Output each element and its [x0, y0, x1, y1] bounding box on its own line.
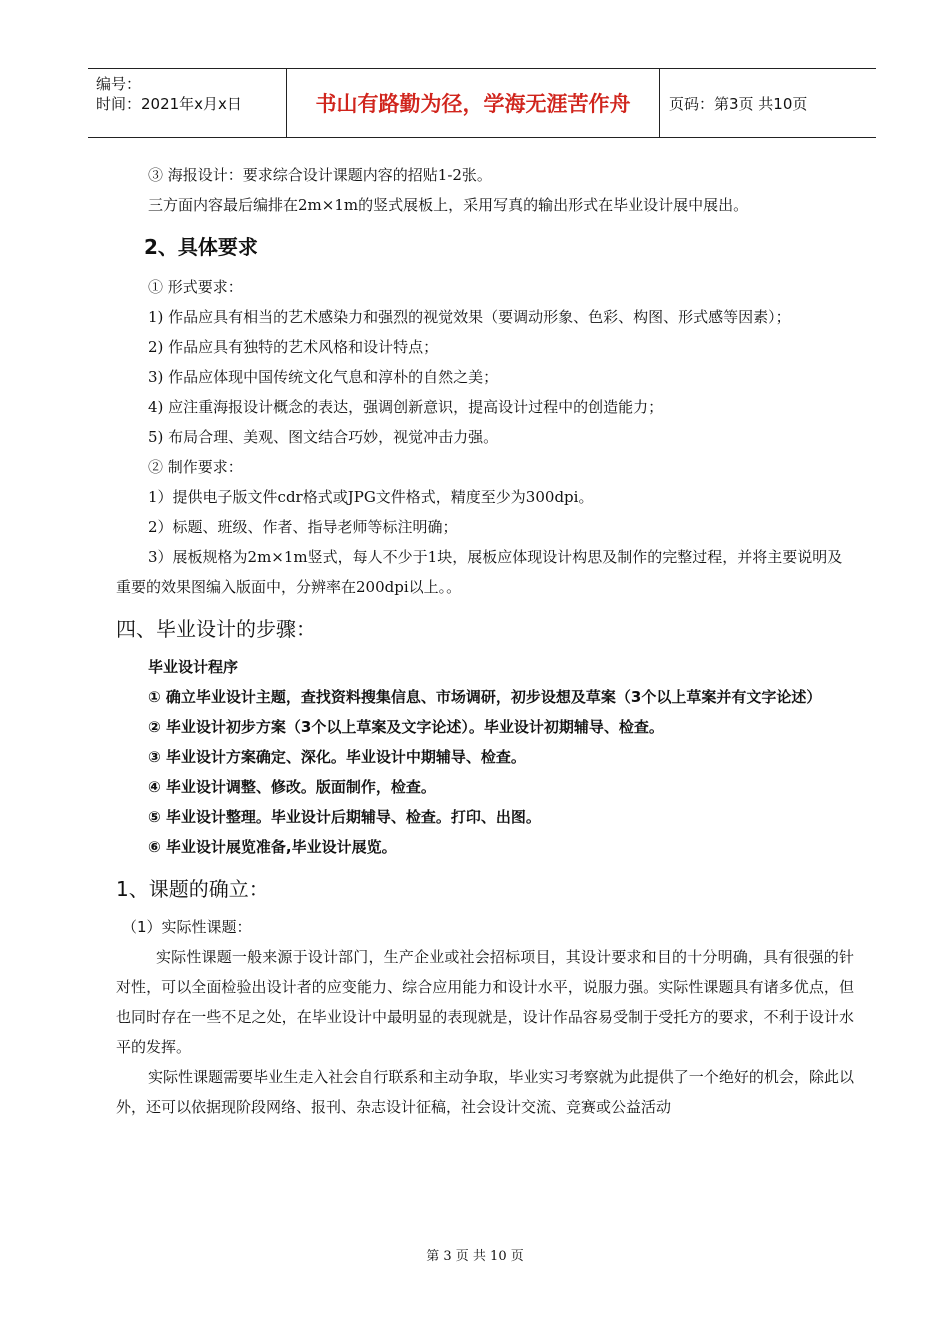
production-requirements-title: ② 制作要求： — [148, 458, 243, 476]
practical-paragraph-2: 实际性课题需要毕业生走入社会自行联系和主动争取，毕业实习考察就为此提供了一个绝好的机会，除此以外，还可以依据现阶段网络、报刊、杂志设计征稿，社会设计交流、竞赛或公益活动 — [116, 1068, 854, 1116]
procedure-item-1: ① 确立毕业设计主题，查找资料搜集信息、市场调研，初步设想及草案（3个以上草案并有文字论述） — [148, 688, 822, 706]
procedure-item-3: ③ 毕业设计方案确定、深化。毕业设计中期辅导、检查。 — [148, 748, 526, 766]
form-item-5: 5) 布局合理、美观、图文结合巧妙，视觉冲击力强。 — [148, 428, 499, 446]
section-2-title: 2、具体要求 — [144, 235, 258, 259]
page-header — [88, 68, 876, 138]
form-requirements-title: ① 形式要求： — [148, 278, 243, 296]
production-item-2: 2）标题、班级、作者、指导老师等标注明确； — [148, 518, 458, 536]
form-item-2: 2) 作品应具有独特的艺术风格和设计特点； — [148, 338, 439, 356]
production-item-1: 1）提供电子版文件cdr格式或JPG文件格式，精度至少为300dpi。 — [148, 488, 594, 506]
layout-line: 三方面内容最后编排在2m×1m的竖式展板上，采用写真的输出形式在毕业设计展中展出。 — [148, 196, 749, 214]
practical-paragraph-1: 实际性课题一般来源于设计部门，生产企业或社会招标项目，其设计要求和目的十分明确，具有很强的针对性，可以全面检验出设计者的应变能力、综合应用能力和设计水平，说服力强。实际性课题具有诸多优点，但也同时存在一些不足之处，在毕业设计中最明显的表现就是，设计作品容易受制于受托方的要求，不利于设计水平的发挥。 — [116, 948, 854, 1056]
form-item-4: 4) 应注重海报设计概念的表达，强调创新意识，提高设计过程中的创造能力； — [148, 398, 664, 416]
procedure-title: 毕业设计程序 — [148, 658, 239, 676]
header-motto: 书山有路勤为径，学海无涯苦作舟 — [286, 69, 660, 137]
practical-topic-title: （1）实际性课题： — [122, 918, 252, 936]
topic-title: 1、课题的确立： — [116, 877, 269, 901]
header-date: 时间：2021年x月x日 — [96, 95, 242, 113]
header-number: 编号： — [96, 75, 142, 93]
header-meta — [88, 69, 286, 137]
procedure-item-6: ⑥ 毕业设计展览准备,毕业设计展览。 — [148, 838, 397, 856]
page-footer: 第 3 页 共 10 页 — [426, 1249, 524, 1264]
form-item-1: 1) 作品应具有相当的艺术感染力和强烈的视觉效果（要调动形象、色彩、构图、形式感等因素）； — [148, 308, 791, 326]
header-page-info: 页码：第3页 共10页 — [669, 94, 808, 113]
poster-line: ③ 海报设计：要求综合设计课题内容的招贴1-2张。 — [148, 166, 492, 184]
procedure-item-4: ④ 毕业设计调整、修改。版面制作，检查。 — [148, 778, 436, 796]
production-item-3: 3）展板规格为2m×1m竖式，每人不少于1块，展板应体现设计构思及制作的完整过程，并将主要说明及重要的效果图编入版面中，分辨率在200dpi以上。。 — [116, 548, 843, 596]
form-item-3: 3) 作品应体现中国传统文化气息和淳朴的自然之美； — [148, 368, 499, 386]
procedure-item-2: ② 毕业设计初步方案（3个以上草案及文字论述）。毕业设计初期辅导、检查。 — [148, 718, 664, 736]
procedure-item-5: ⑤ 毕业设计整理。毕业设计后期辅导、检查。打印、出图。 — [148, 808, 541, 826]
section-4-title: 四、毕业设计的步骤： — [116, 617, 316, 641]
document-body — [116, 160, 854, 1122]
